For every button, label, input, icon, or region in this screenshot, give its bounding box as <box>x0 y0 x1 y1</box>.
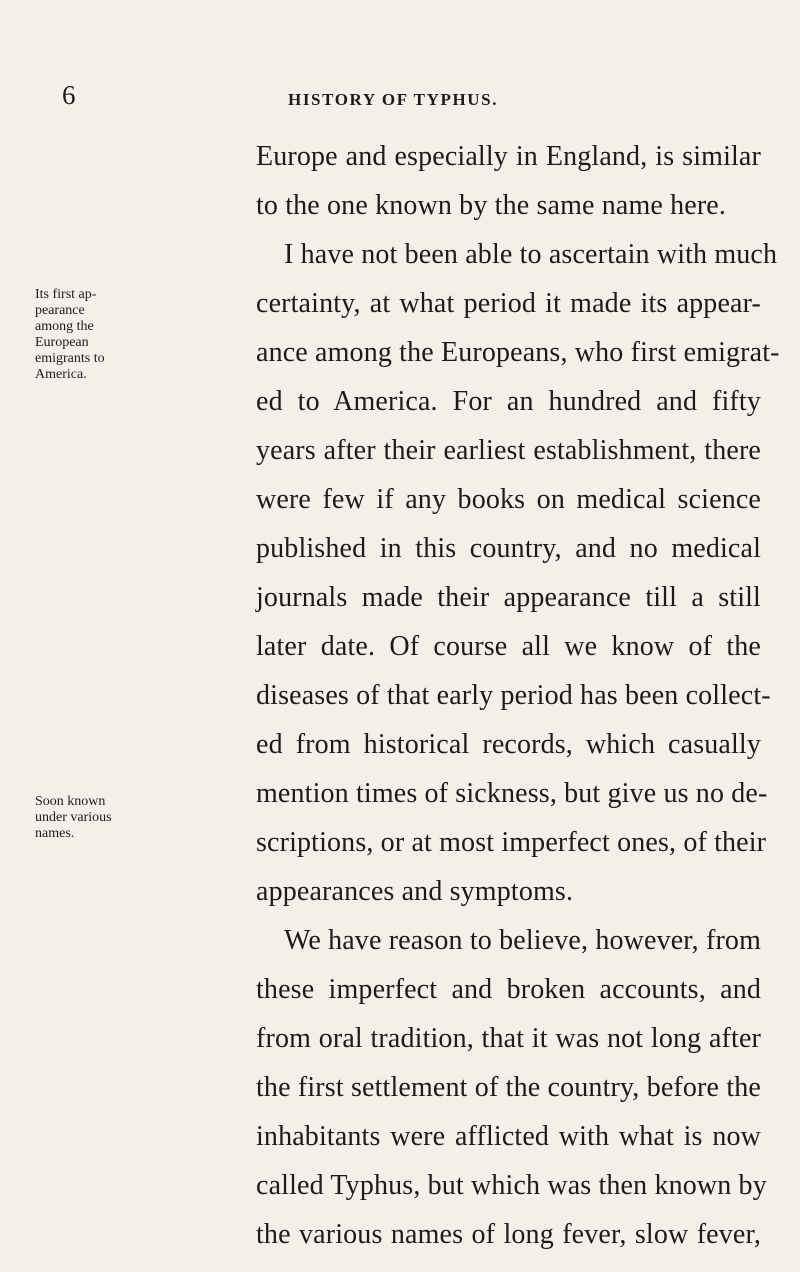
body-line: diseases of that early period has been collect- <box>256 680 771 711</box>
body-line: ed to America. For an hundred and fifty <box>256 386 761 417</box>
body-line: ance among the Europeans, who first emigrat- <box>256 337 780 368</box>
body-line: I have not been able to ascertain with much <box>284 239 778 270</box>
body-line: ed from historical records, which casually <box>256 729 761 760</box>
margin-note-line: Its first ap- <box>35 287 97 302</box>
margin-note-line: names. <box>35 826 75 841</box>
body-line: scriptions, or at most imperfect ones, of their <box>256 827 767 858</box>
body-line: were few if any books on medical science <box>256 484 761 515</box>
body-line: We have reason to believe, however, from <box>284 925 761 956</box>
margin-note-line: European <box>35 335 89 350</box>
margin-note-line: under various <box>35 810 112 825</box>
margin-note-first-appearance <box>35 287 143 383</box>
body-line: to the one known by the same name here. <box>256 190 727 221</box>
margin-note-line: emigrants to <box>35 351 105 366</box>
body-line: the first settlement of the country, before the <box>256 1072 761 1103</box>
body-line: inhabitants were afflicted with what is now <box>256 1121 761 1152</box>
body-line: these imperfect and broken accounts, and <box>256 974 761 1005</box>
body-line: mention times of sickness, but give us no de- <box>256 778 768 809</box>
body-line: called Typhus, but which was then known by <box>256 1170 767 1201</box>
running-head: HISTORY OF TYPHUS. <box>288 90 499 109</box>
margin-note-line: pearance <box>35 303 85 318</box>
body-line: published in this country, and no medical <box>256 533 761 564</box>
margin-note-various-names <box>35 794 143 842</box>
body-line: Europe and especially in England, is similar <box>256 141 761 172</box>
body-line: the various names of long fever, slow fever, <box>256 1219 761 1250</box>
margin-note-line: America. <box>35 367 87 382</box>
body-line: from oral tradition, that it was not long after <box>256 1023 761 1054</box>
body-line: later date. Of course all we know of the <box>256 631 761 662</box>
body-line: years after their earliest establishment, there <box>256 435 761 466</box>
margin-note-line: among the <box>35 319 94 334</box>
body-line: journals made their appearance till a still <box>256 582 761 613</box>
body-line: certainty, at what period it made its appear- <box>256 288 761 319</box>
margin-note-line: Soon known <box>35 794 106 809</box>
body-line: appearances and symptoms. <box>256 876 574 907</box>
page-number: 6 <box>62 80 76 110</box>
